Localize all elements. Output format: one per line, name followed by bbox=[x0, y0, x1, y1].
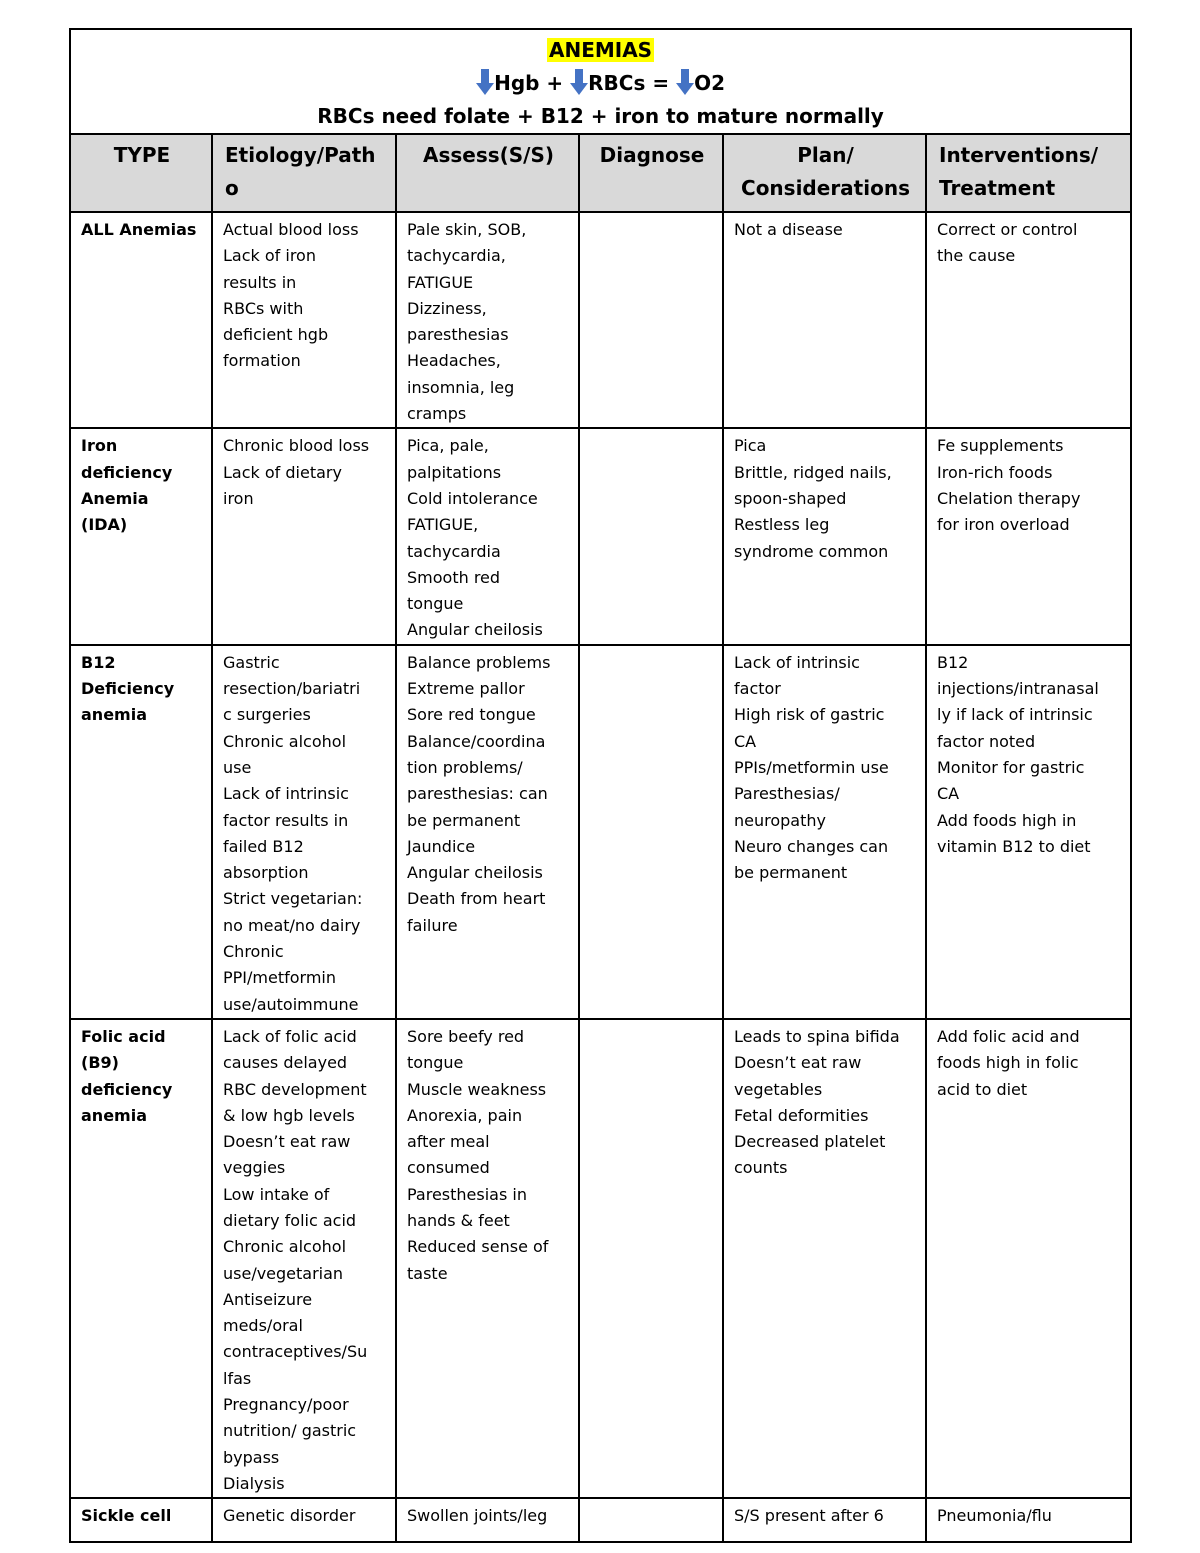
type-cell: ALL Anemias bbox=[70, 212, 212, 428]
assess-cell: Balance problems Extreme pallor Sore red tongue Balance/coordina tion problems/ paresthesias: can be permanent Jaundice Angular cheilosis Death from heart failure bbox=[396, 645, 579, 1019]
table-row bbox=[70, 428, 1131, 644]
formula-hgb: Hgb + bbox=[494, 71, 571, 95]
interventions-cell: Fe supplements Iron-rich foods Chelation therapy for iron overload bbox=[926, 428, 1131, 644]
diagnose-cell bbox=[579, 212, 723, 428]
diagnose-cell bbox=[579, 1019, 723, 1498]
interventions-cell: Add folic acid and foods high in folic acid to diet bbox=[926, 1019, 1131, 1498]
type-cell: Iron deficiency Anemia (IDA) bbox=[70, 428, 212, 644]
etiology-cell: Genetic disorder bbox=[212, 1498, 396, 1542]
assess-cell: Pale skin, SOB, tachycardia, FATIGUE Dizziness, paresthesias Headaches, insomnia, leg cramps bbox=[396, 212, 579, 428]
column-header-plan: Plan/ Considerations bbox=[723, 134, 926, 212]
table-row bbox=[70, 1498, 1131, 1542]
plan-cell: Not a disease bbox=[723, 212, 926, 428]
etiology-cell: Lack of folic acid causes delayed RBC development & low hgb levels Doesn’t eat raw veggies Low intake of dietary folic acid Chronic alcohol use/vegetarian Antiseizure meds/oral contraceptives/Su lfas Pregnancy/poor nutrition/ gastric bypass Dialysis bbox=[212, 1019, 396, 1498]
down-arrow-icon bbox=[476, 69, 494, 95]
etiology-cell: Chronic blood loss Lack of dietary iron bbox=[212, 428, 396, 644]
subtitle: RBCs need folate + B12 + iron to mature normally bbox=[317, 104, 884, 128]
column-header-type: TYPE bbox=[70, 134, 212, 212]
table-row bbox=[70, 212, 1131, 428]
column-header-etiology: Etiology/Path o bbox=[212, 134, 396, 212]
anemias-table bbox=[69, 28, 1132, 1543]
down-arrow-icon bbox=[676, 69, 694, 95]
column-header-interventions: Interventions/ Treatment bbox=[926, 134, 1131, 212]
type-cell: Folic acid (B9) deficiency anemia bbox=[70, 1019, 212, 1498]
table-row bbox=[70, 1019, 1131, 1498]
plan-cell: S/S present after 6 bbox=[723, 1498, 926, 1542]
assess-cell: Sore beefy red tongue Muscle weakness Anorexia, pain after meal consumed Paresthesias in hands & feet Reduced sense of taste bbox=[396, 1019, 579, 1498]
table-row bbox=[70, 645, 1131, 1019]
interventions-cell: Correct or control the cause bbox=[926, 212, 1131, 428]
assess-cell: Pica, pale, palpitations Cold intolerance FATIGUE, tachycardia Smooth red tongue Angular cheilosis bbox=[396, 428, 579, 644]
column-header-diagnose: Diagnose bbox=[579, 134, 723, 212]
formula-o2: O2 bbox=[694, 71, 725, 95]
diagnose-cell bbox=[579, 428, 723, 644]
plan-cell: Pica Brittle, ridged nails, spoon-shaped Restless leg syndrome common bbox=[723, 428, 926, 644]
formula-line bbox=[71, 67, 1130, 100]
plan-cell: Leads to spina bifida Doesn’t eat raw vegetables Fetal deformities Decreased platelet counts bbox=[723, 1019, 926, 1498]
assess-cell: Swollen joints/leg bbox=[396, 1498, 579, 1542]
type-cell: B12 Deficiency anemia bbox=[70, 645, 212, 1019]
interventions-cell: B12 injections/intranasal ly if lack of intrinsic factor noted Monitor for gastric CA Add foods high in vitamin B12 to diet bbox=[926, 645, 1131, 1019]
type-cell: Sickle cell bbox=[70, 1498, 212, 1542]
diagnose-cell bbox=[579, 645, 723, 1019]
down-arrow-icon bbox=[570, 69, 588, 95]
title-block bbox=[70, 29, 1131, 134]
column-header-assess: Assess(S/S) bbox=[396, 134, 579, 212]
interventions-cell: Pneumonia/flu bbox=[926, 1498, 1131, 1542]
plan-cell: Lack of intrinsic factor High risk of gastric CA PPIs/metformin use Paresthesias/ neuropathy Neuro changes can be permanent bbox=[723, 645, 926, 1019]
etiology-cell: Gastric resection/bariatri c surgeries Chronic alcohol use Lack of intrinsic factor results in failed B12 absorption Strict vegetarian: no meat/no dairy Chronic PPI/metformin use/autoimmune bbox=[212, 645, 396, 1019]
diagnose-cell bbox=[579, 1498, 723, 1542]
page-title: ANEMIAS bbox=[548, 38, 653, 62]
formula-rbcs: RBCs = bbox=[588, 71, 677, 95]
etiology-cell: Actual blood loss Lack of iron results in RBCs with deficient hgb formation bbox=[212, 212, 396, 428]
